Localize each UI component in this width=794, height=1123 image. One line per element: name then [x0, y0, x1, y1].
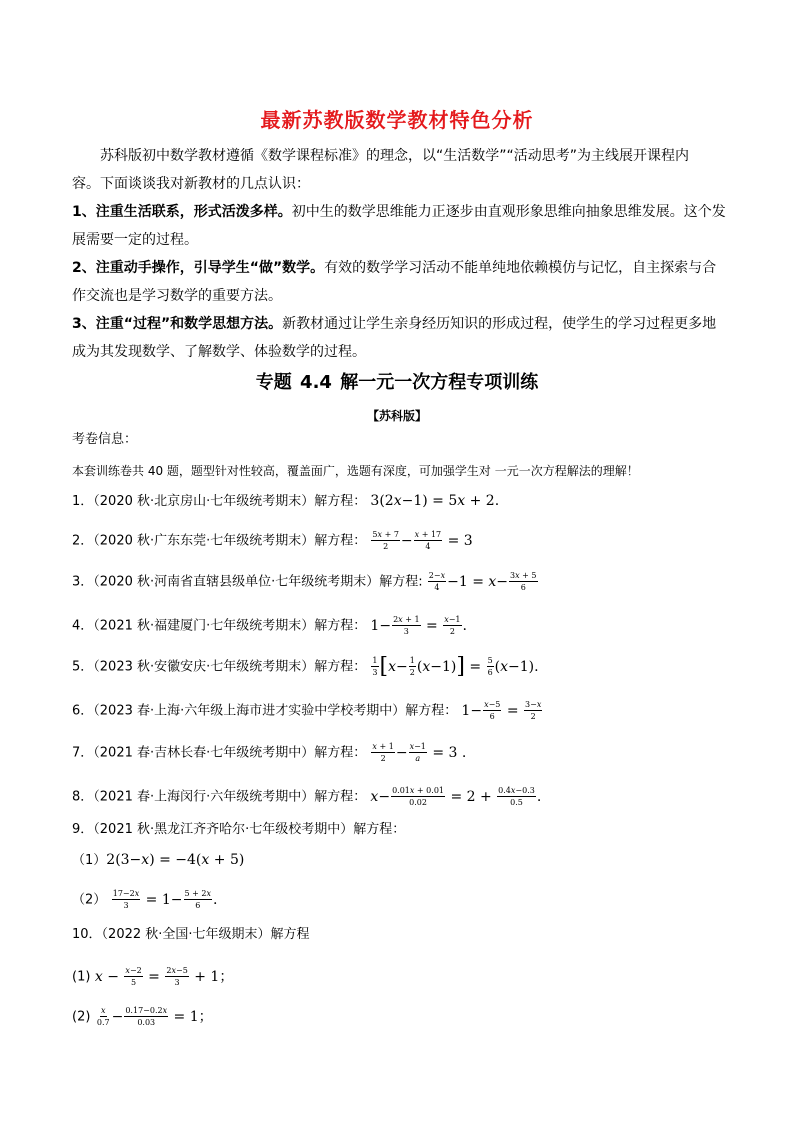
equation-9-2: $\frac{17-2x}{3}$ = 1− $\frac{5 + 2x}{6}$ . — [112, 889, 218, 910]
question-2: 2．（2020 秋·广东东莞·七年级统考期末）解方程： $\frac{5x + 7}{2}$ − $\frac{x + 17}{4}$ = 3 — [72, 530, 473, 551]
point-2-heading: 2、注重动手操作，引导学生“做”数学。 — [72, 260, 325, 276]
equation-10-2: $\frac{x}{0.7}$ − $\frac{0.17-0.2x}{0.03}$ = 1； — [96, 1006, 213, 1027]
intro-line-1: 苏科版初中数学教材遵循《数学课程标准》的理念，以“生活数学”“活动思考”为主线展开课程内 — [100, 148, 690, 164]
equation-2: $\frac{5x + 7}{2}$ − $\frac{x + 17}{4}$ = 3 — [372, 530, 473, 551]
point-3-line-1 — [72, 317, 716, 331]
section-title: 专题 4.4 解一元一次方程专项训练 — [255, 372, 539, 393]
page-title: 最新苏教版数学教材特色分析 — [260, 108, 534, 132]
edition-label: 【苏科版】 — [366, 409, 427, 423]
equation-3: $\frac{2-x}{4}$ −1 = x− $\frac{3x + 5}{6}$ — [428, 571, 537, 592]
question-3: 3．（2020 秋·河南省直辖县级单位·七年级统考期末）解方程: $\frac{2-x}{4}$ −1 = x− $\frac{3x + 5}{6}$ — [72, 571, 537, 592]
question-9: 9．（2021 秋·黑龙江齐齐哈尔·七年级校考期中）解方程： — [72, 822, 406, 837]
equation-9-1: 2(3−x) = −4(x + 5) — [106, 852, 245, 868]
equation-1: 3(2x−1) = 5x + 2. — [370, 493, 500, 509]
question-9-part-1: （1）2(3−x) = −4(x + 5) — [72, 852, 245, 868]
question-10-part-1: (1) x − $\frac{x-2}{5}$ = $\frac{2x-5}{3}$ + 1； — [72, 966, 234, 987]
exam-info-text: 本套训练卷共 40 题，题型针对性较高，覆盖面广，选题有深度，可加强学生对 一元一次方程解法的理解！ — [72, 464, 639, 478]
point-2-line-2: 作交流也是学习数学的重要方法。 — [72, 288, 282, 304]
equation-4: 1− $\frac{2x + 1}{3}$ = $\frac{x-1}{2}$ . — [370, 615, 467, 636]
exam-info-label: 考卷信息： — [72, 432, 138, 447]
question-10-part-2: (2) $\frac{x}{0.7}$ − $\frac{0.17-0.2x}{0.03}$ = 1； — [72, 1006, 213, 1027]
question-5: 5．（2023 秋·安徽安庆·七年级统考期末）解方程： $\frac{1}{3}$ [x− $\frac{1}{2}$ (x−1)] = $\frac{5}{6}$ (x−1). — [72, 653, 539, 679]
equation-7: $\frac{x + 1}{2}$ − $\frac{x-1}{a}$ = 3 . — [372, 742, 467, 763]
question-4: 4．（2021 秋·福建厦门·七年级统考期末）解方程： 1− $\frac{2x + 1}{3}$ = $\frac{x-1}{2}$ . — [72, 615, 467, 636]
point-2-text: 有效的数学学习活动不能单纯地依赖模仿与记忆，自主探索与合 — [324, 260, 717, 276]
point-2-line-1 — [72, 261, 716, 275]
equation-5: $\frac{1}{3}$ [x− $\frac{1}{2}$ (x−1)] = $\frac{5}{6}$ (x−1). — [372, 653, 539, 679]
intro-line-2: 容。下面谈谈我对新教材的几点认识： — [72, 176, 310, 192]
point-3-text: 新教材通过让学生亲身经历知识的形成过程，使学生的学习过程更多地 — [282, 316, 717, 332]
question-8: 8．（2021 春·上海闵行·六年级统考期中）解方程： x− $\frac{0.01x + 0.01}{0.02}$ = 2 + $\frac{0.4x-0.3}{0.5}$ . — [72, 786, 542, 807]
point-1-line-1 — [72, 205, 726, 219]
point-1-heading: 1、注重生活联系，形式活泼多样。 — [72, 204, 292, 220]
point-1-line-2: 展需要一定的过程。 — [72, 232, 198, 248]
question-6: 6．（2023 春·上海·六年级上海市进才实验中学校考期中）解方程： 1− $\frac{x-5}{6}$ = $\frac{3-x}{2}$ — [72, 700, 542, 721]
point-3-heading: 3、注重“过程”和数学思想方法。 — [72, 316, 283, 332]
equation-8: x− $\frac{0.01x + 0.01}{0.02}$ = 2 + $\frac{0.4x-0.3}{0.5}$ . — [370, 786, 542, 807]
question-1: 1．（2020 秋·北京房山·七年级统考期末）解方程： 3(2x−1) = 5x + 2. — [72, 493, 500, 509]
question-10: 10．（2022 秋·全国·七年级期末）解方程 — [72, 927, 310, 942]
equation-6: 1− $\frac{x-5}{6}$ = $\frac{3-x}{2}$ — [461, 700, 542, 721]
question-7: 7．（2021 春·吉林长春·七年级统考期中）解方程： $\frac{x + 1}{2}$ − $\frac{x-1}{a}$ = 3 . — [72, 742, 467, 763]
equation-10-1: x − $\frac{x-2}{5}$ = $\frac{2x-5}{3}$ + 1； — [94, 966, 234, 987]
point-1-text: 初中生的数学思维能力正逐步由直观形象思维向抽象思维发展。这个发 — [291, 204, 726, 220]
question-9-part-2: （2） $\frac{17-2x}{3}$ = 1− $\frac{5 + 2x}{6}$ . — [72, 889, 218, 910]
point-3-line-2: 成为其发现数学、了解数学、体验数学的过程。 — [72, 344, 366, 360]
